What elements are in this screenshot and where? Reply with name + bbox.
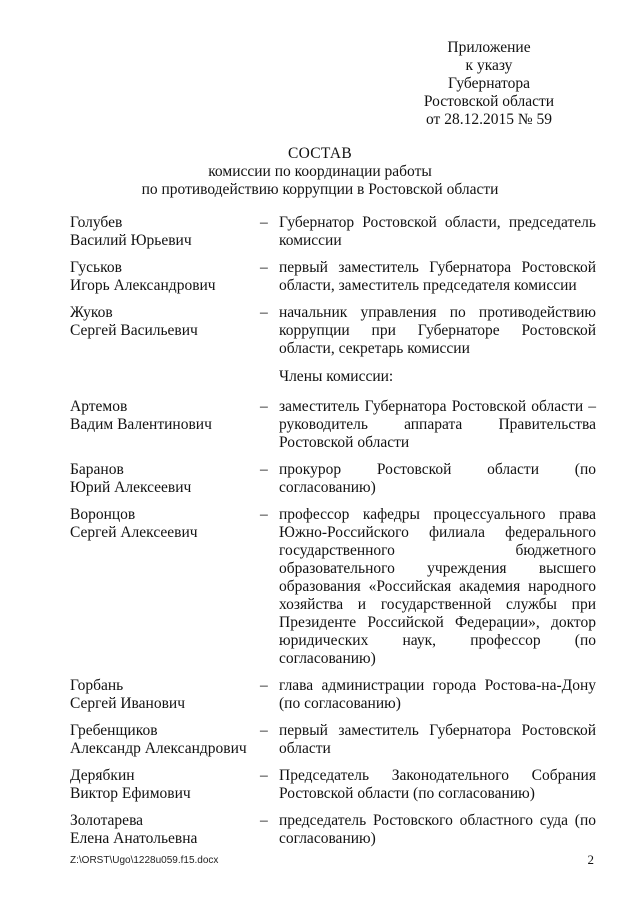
dash-separator: – (260, 722, 268, 739)
member-role: заместитель Губернатора Ростовской области – руководитель аппарата Правительства Ростовской области (279, 398, 596, 451)
member-given-name: Вадим Валентинович (70, 416, 212, 433)
member-role: глава администрации города Ростова-на-Дону (по согласованию) (279, 677, 596, 712)
dash-separator: – (260, 677, 268, 694)
member-given-name: Василий Юрьевич (70, 232, 192, 249)
dash-separator: – (260, 506, 268, 523)
member-surname: Голубев (70, 214, 123, 231)
member-entry-zolotareva (70, 812, 596, 848)
member-entry-guskov (70, 259, 596, 295)
member-name (70, 767, 260, 803)
annex-block (414, 39, 564, 129)
members-section-label: Члены комиссии: (279, 368, 394, 385)
member-role: председатель Ростовского областного суда (по согласованию) (279, 812, 596, 847)
member-name (70, 398, 260, 452)
document-title: СОСТАВ (287, 145, 353, 162)
member-entry-grebenshchikov (70, 722, 596, 758)
member-role: первый заместитель Губернатора Ростовской области (279, 722, 596, 757)
member-role: Губернатор Ростовской области, председатель комиссии (279, 214, 596, 249)
member-entry-zhukov (70, 304, 596, 358)
annex-line-2: к указу (465, 57, 513, 74)
member-surname: Гребенщиков (70, 722, 158, 739)
member-given-name: Игорь Александрович (70, 277, 216, 294)
member-entry-golubev (70, 214, 596, 250)
member-given-name: Сергей Иванович (70, 695, 186, 712)
annex-line-1: Приложение (447, 39, 531, 56)
annex-line-4: Ростовской области (423, 93, 555, 110)
member-role: первый заместитель Губернатора Ростовской области, заместитель председателя комиссии (279, 259, 596, 294)
annex-line-3: Губернатора (448, 75, 530, 92)
page-number: 2 (587, 852, 594, 867)
member-entry-artemov (70, 398, 596, 452)
member-surname: Дерябкин (70, 767, 135, 784)
member-entry-gorban (70, 677, 596, 713)
dash-separator: – (260, 398, 268, 415)
member-given-name: Виктор Ефимович (70, 785, 191, 802)
heading-line-2: комиссии по координации работы (208, 163, 432, 180)
annex-line-5: от 28.12.2015 № 59 (426, 111, 552, 128)
member-role: начальник управления по противодействию коррупции при Губернаторе Ростовской области, секретарь комиссии (279, 304, 596, 357)
member-given-name: Сергей Алексеевич (70, 524, 198, 541)
member-surname: Артемов (70, 398, 128, 415)
member-given-name: Юрий Алексеевич (70, 479, 192, 496)
member-name (70, 812, 260, 848)
member-surname: Жуков (70, 304, 113, 321)
dash-separator: – (260, 812, 268, 829)
member-surname: Воронцов (70, 506, 136, 523)
dash-separator: – (260, 214, 268, 231)
member-given-name: Сергей Васильевич (70, 322, 198, 339)
member-surname: Баранов (70, 461, 124, 478)
document-heading (0, 145, 640, 199)
heading-line-3: по противодействию коррупции в Ростовской области (141, 181, 499, 198)
member-role: профессор кафедры процессуального права Южно-Российского филиала федерального государственного бюджетного образовательного учреждения высшего образования «Российская академия народного хозяйства и государственной службы при Президенте Российской Федерации», доктор юридических наук, профессор (по согласованию) (279, 506, 596, 667)
member-name (70, 722, 260, 758)
member-name (70, 677, 260, 713)
member-surname: Гуськов (70, 259, 122, 276)
dash-separator: – (260, 259, 268, 276)
commission-list (70, 214, 596, 857)
member-entry-deryabkin (70, 767, 596, 803)
member-entry-vorontsov (70, 506, 596, 668)
dash-separator: – (260, 461, 268, 478)
member-name (70, 461, 260, 497)
member-surname: Горбань (70, 677, 124, 694)
member-surname: Золотарева (70, 812, 144, 829)
member-role: Председатель Законодательного Собрания Ростовской области (по согласованию) (279, 767, 596, 802)
member-name (70, 304, 260, 358)
member-name (70, 214, 260, 250)
dash-separator: – (260, 304, 268, 321)
footer-file-path: Z:\ORST\Ugo\1228u059.f15.docx (70, 855, 219, 866)
member-role: прокурор Ростовской области (по согласованию) (279, 461, 596, 496)
member-given-name: Елена Анатольевна (70, 830, 198, 847)
member-name (70, 259, 260, 295)
member-name (70, 506, 260, 668)
member-entry-baranov (70, 461, 596, 497)
member-given-name: Александр Александрович (70, 740, 247, 757)
dash-separator: – (260, 767, 268, 784)
